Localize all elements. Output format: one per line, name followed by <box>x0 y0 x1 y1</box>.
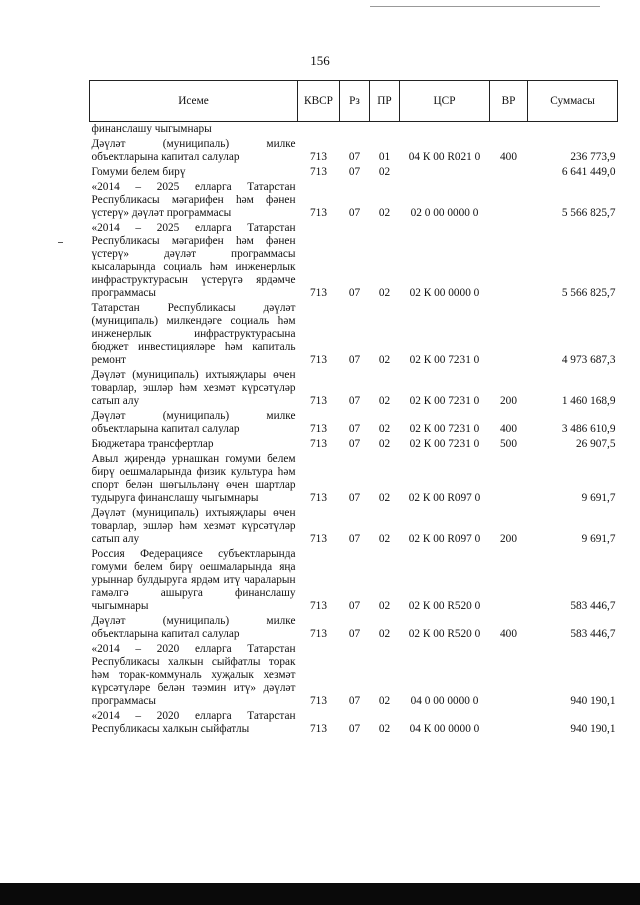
cell-vr <box>490 547 528 614</box>
cell-pr: 02 <box>378 492 391 504</box>
table-row <box>90 221 618 301</box>
cell-name: Дәүләт (муниципаль) милке объектларына капитал салулар <box>91 410 296 435</box>
cell-kvsr: 713 <box>310 354 327 366</box>
table-row <box>90 614 618 642</box>
header-csr: ЦСР <box>400 81 490 122</box>
cell-kvsr: 713 <box>310 628 327 640</box>
cell-rz: 07 <box>348 695 361 707</box>
cell-rz: 07 <box>348 151 361 163</box>
scan-bottom-border <box>0 883 640 905</box>
table-row <box>90 180 618 221</box>
cell-csr <box>400 165 490 180</box>
cell-csr: 02 К 00 7231 0 <box>409 423 480 435</box>
cell-rz: 07 <box>348 628 361 640</box>
table-row <box>90 165 618 180</box>
cell-csr: 02 К 00 R097 0 <box>408 533 481 545</box>
cell-pr: 02 <box>378 395 391 407</box>
cell-csr: 02 К 00 7231 0 <box>409 438 480 450</box>
header-kvsr: КВСР <box>298 81 340 122</box>
header-pr: ПР <box>370 81 400 122</box>
table-body <box>90 122 618 738</box>
cell-name: Россия Федерациясе субъектларында гомуми белем бирү оешмаларында яңа урыннар булдыруга ярдәм итү чараларын гамәлгә ашыруга финанслашу чыгымнары <box>91 548 296 612</box>
table-row <box>90 642 618 709</box>
table-row <box>90 122 618 138</box>
cell-sum: 26 907,5 <box>575 438 616 450</box>
cell-name: Дәүләт (муниципаль) ихтыяҗлары өчен товарлар, эшләр һәм хезмәт күрсәтүләр сатып алу <box>91 369 296 407</box>
cell-vr <box>490 221 528 301</box>
cell-csr: 02 К 00 7231 0 <box>409 395 480 407</box>
cell-sum: 5 566 825,7 <box>561 207 616 219</box>
cell-pr: 02 <box>378 628 391 640</box>
cell-kvsr: 713 <box>310 438 327 450</box>
cell-sum: 4 973 687,3 <box>561 354 616 366</box>
cell-vr: 200 <box>500 533 517 545</box>
cell-csr: 02 К 00 0000 0 <box>409 287 480 299</box>
cell-pr: 02 <box>378 438 391 450</box>
cell-vr: 400 <box>500 628 517 640</box>
cell-name: Авыл җирендә урнашкан гомуми белем бирү оешмаларында физик культура һәм спорт белән шөгыльләнү өчен шартлар тудыруга финанслашу чыгымнары <box>91 453 296 504</box>
cell-kvsr: 713 <box>310 166 327 178</box>
table-row <box>90 506 618 547</box>
cell-sum: 583 446,7 <box>570 628 616 640</box>
cell-rz: 07 <box>348 395 361 407</box>
cell-name: «2014 – 2025 елларга Татарстан Республикасы мәгарифен һәм фәнен үстерү» дәүләт программасы кысаларында социаль һәм инженерлык инфраструктурасын үстерүгә ярдәмче программасы <box>91 222 296 299</box>
cell-pr: 02 <box>378 533 391 545</box>
cell-rz: 07 <box>348 533 361 545</box>
cell-vr <box>490 452 528 506</box>
table-row <box>90 301 618 368</box>
table-row <box>90 452 618 506</box>
cell-csr: 04 К 00 R021 0 <box>408 151 481 163</box>
cell-vr <box>490 709 528 737</box>
cell-kvsr: 713 <box>310 423 327 435</box>
cell-name: Дәүләт (муниципаль) милке объектларына капитал салулар <box>91 615 296 640</box>
cell-name: Татарстан Республикасы дәүләт (муниципаль) милкендәге социаль һәм инженерлык инфраструктурасына бюджет инвестицияләре һәм капиталь ремонт <box>91 302 296 366</box>
cell-pr: 02 <box>378 423 391 435</box>
cell-kvsr: 713 <box>310 695 327 707</box>
cell-sum: 5 566 825,7 <box>561 287 616 299</box>
table-row <box>90 368 618 409</box>
cell-name: «2014 – 2025 елларга Татарстан Республикасы мәгарифен һәм фәнен үстерү» дәүләт программасы <box>91 181 296 219</box>
cell-kvsr: 713 <box>310 492 327 504</box>
cell-pr <box>370 122 400 138</box>
page-number: 156 <box>310 53 330 68</box>
cell-pr: 02 <box>378 600 391 612</box>
cell-csr: 04 0 00 0000 0 <box>410 695 479 707</box>
cell-csr <box>400 122 490 138</box>
cell-vr: 400 <box>500 423 517 435</box>
cell-csr: 02 К 00 R520 0 <box>408 628 481 640</box>
cell-pr: 02 <box>378 354 391 366</box>
cell-vr <box>490 642 528 709</box>
cell-sum: 940 190,1 <box>570 723 616 735</box>
margin-mark <box>58 242 63 243</box>
cell-pr: 02 <box>378 207 391 219</box>
table-row <box>90 409 618 437</box>
cell-pr: 02 <box>378 723 391 735</box>
cell-name: Бюджетара трансфертлар <box>91 438 214 450</box>
cell-sum: 9 691,7 <box>581 492 616 504</box>
cell-csr: 02 К 00 7231 0 <box>409 354 480 366</box>
table-header-row <box>90 81 618 122</box>
cell-sum: 1 460 168,9 <box>561 395 616 407</box>
cell-name: Дәүләт (муниципаль) ихтыяҗлары өчен товарлар, эшләр һәм хезмәт күрсәтүләр сатып алу <box>91 507 296 545</box>
table-row <box>90 137 618 165</box>
cell-kvsr <box>298 122 340 138</box>
header-vr: ВР <box>490 81 528 122</box>
cell-pr: 02 <box>378 695 391 707</box>
cell-pr: 02 <box>378 287 391 299</box>
cell-kvsr: 713 <box>310 287 327 299</box>
header-sum: Суммасы <box>528 81 618 122</box>
cell-sum <box>528 122 618 138</box>
cell-name: «2014 – 2020 елларга Татарстан Республикасы халкын сыйфатлы <box>91 710 296 735</box>
cell-vr: 400 <box>500 151 517 163</box>
top-edge-line <box>370 6 600 7</box>
cell-csr: 02 0 00 0000 0 <box>410 207 479 219</box>
cell-vr <box>490 165 528 180</box>
header-rz: Рз <box>340 81 370 122</box>
cell-rz: 07 <box>348 723 361 735</box>
cell-pr: 02 <box>378 166 391 178</box>
cell-kvsr: 713 <box>310 533 327 545</box>
cell-sum: 940 190,1 <box>570 695 616 707</box>
cell-vr: 200 <box>500 395 517 407</box>
cell-csr: 02 К 00 R097 0 <box>408 492 481 504</box>
cell-name: Гомуми белем бирү <box>91 166 186 178</box>
cell-vr: 500 <box>500 438 517 450</box>
cell-vr <box>490 180 528 221</box>
table-row <box>90 547 618 614</box>
cell-sum: 236 773,9 <box>570 151 616 163</box>
cell-rz: 07 <box>348 423 361 435</box>
cell-kvsr: 713 <box>310 723 327 735</box>
cell-kvsr: 713 <box>310 600 327 612</box>
budget-table <box>89 80 618 737</box>
cell-rz: 07 <box>348 166 361 178</box>
table-row <box>90 437 618 452</box>
cell-vr <box>490 301 528 368</box>
cell-name: финанслашу чыгымнары <box>91 123 212 135</box>
cell-kvsr: 713 <box>310 151 327 163</box>
cell-pr: 01 <box>378 151 391 163</box>
table-row <box>90 709 618 737</box>
cell-sum: 3 486 610,9 <box>561 423 616 435</box>
cell-name: Дәүләт (муниципаль) милке объектларына капитал салулар <box>91 138 296 163</box>
cell-sum: 583 446,7 <box>570 600 616 612</box>
cell-name: «2014 – 2020 елларга Татарстан Республикасы халкын сыйфатлы торак һәм торак-коммуналь хуҗалык хезмәт күрсәтүләре белән тәэмин итү» дәүләт программасы <box>91 643 296 707</box>
cell-sum: 6 641 449,0 <box>561 166 616 178</box>
cell-vr <box>490 122 528 138</box>
cell-csr: 04 К 00 0000 0 <box>409 723 480 735</box>
cell-rz: 07 <box>348 438 361 450</box>
header-name: Исеме <box>90 81 298 122</box>
cell-rz <box>340 122 370 138</box>
cell-rz: 07 <box>348 207 361 219</box>
cell-kvsr: 713 <box>310 395 327 407</box>
cell-rz: 07 <box>348 492 361 504</box>
cell-rz: 07 <box>348 354 361 366</box>
cell-rz: 07 <box>348 287 361 299</box>
cell-csr: 02 К 00 R520 0 <box>408 600 481 612</box>
cell-kvsr: 713 <box>310 207 327 219</box>
cell-sum: 9 691,7 <box>581 533 616 545</box>
cell-rz: 07 <box>348 600 361 612</box>
